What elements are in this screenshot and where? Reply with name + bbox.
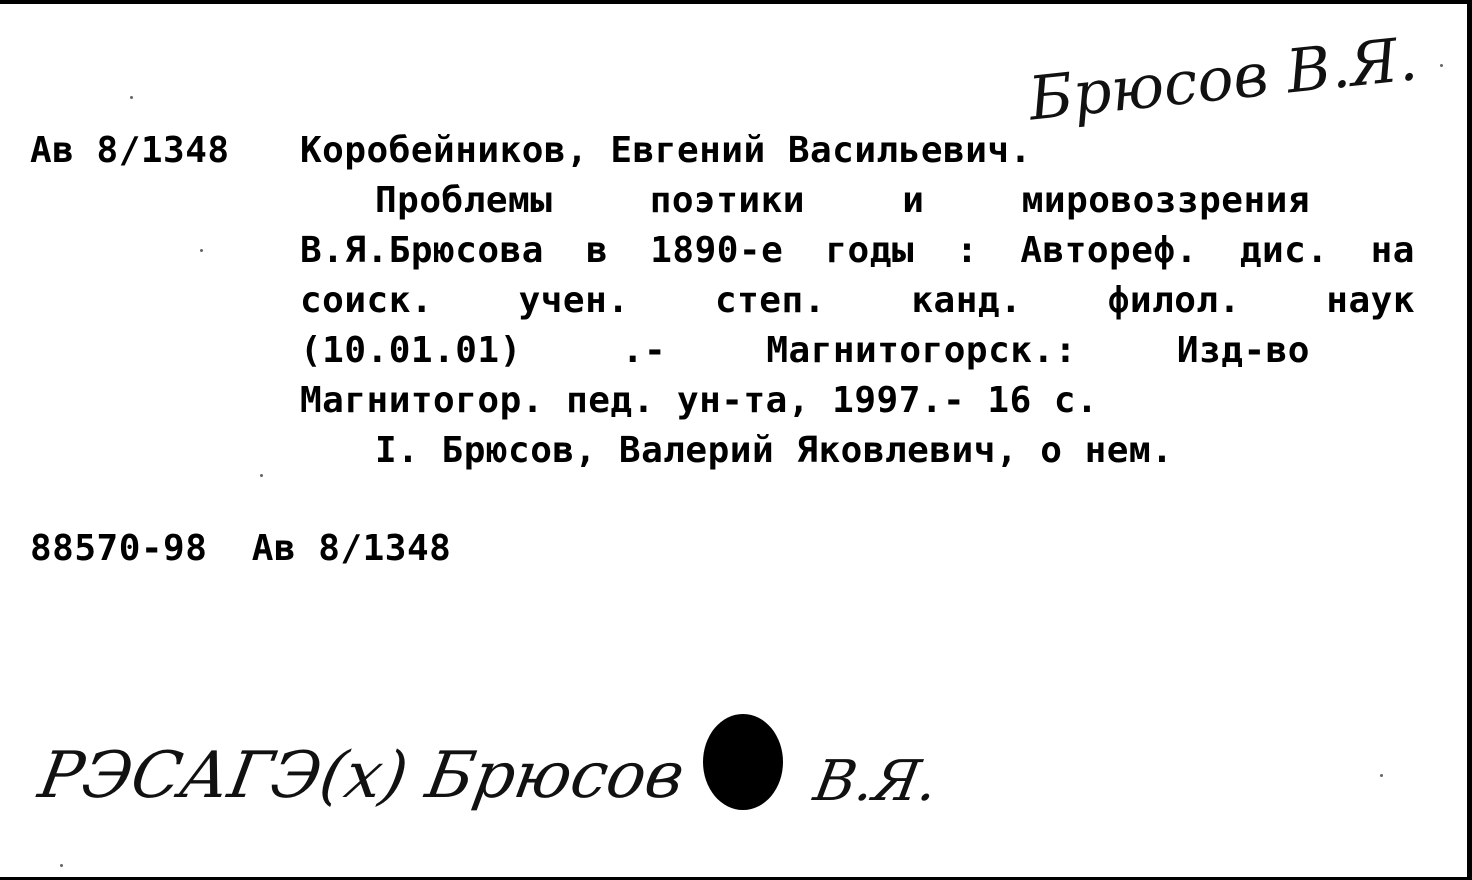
punch-hole — [703, 714, 783, 810]
title-line-3 — [300, 276, 1415, 326]
word: учен. — [518, 280, 630, 321]
word: степ. — [714, 280, 826, 321]
scan-speck — [260, 474, 263, 477]
word: (10.01.01) — [300, 330, 522, 371]
handwritten-initials: В.Я. — [809, 749, 943, 814]
word: Проблемы — [375, 180, 553, 221]
word: .- — [621, 330, 667, 371]
imprint-line-1 — [300, 326, 1310, 376]
scan-speck — [130, 96, 133, 99]
title-line-2 — [300, 226, 1415, 276]
word: наук — [1326, 280, 1415, 321]
entry-text — [300, 126, 1415, 476]
handwritten-code: РЭСАГЭ(х) Брюсов — [33, 739, 690, 813]
word: 1890-е — [650, 230, 784, 271]
subject-line: I. Брюсов, Валерий Яковлевич, о нем. — [375, 430, 1174, 471]
word: годы — [825, 230, 915, 271]
word: и — [902, 180, 925, 221]
word: Автореф. — [1020, 230, 1198, 271]
shelf-mark: Ав 8/1348 — [30, 130, 230, 171]
scan-speck — [1380, 774, 1383, 777]
accession-line: 88570-98 Ав 8/1348 — [30, 528, 452, 569]
word: В.Я.Брюсова — [300, 230, 544, 271]
word: Магнитогорск.: — [766, 330, 1077, 371]
scan-speck — [60, 864, 63, 867]
word: поэтики — [649, 180, 805, 221]
word: Изд-во — [1176, 330, 1310, 371]
handwritten-heading: Брюсов В.Я. — [1025, 24, 1421, 135]
word: в — [585, 230, 609, 271]
word: соиск. — [300, 280, 434, 321]
word: филол. — [1107, 280, 1241, 321]
scan-speck — [200, 249, 203, 252]
word: : — [956, 230, 979, 271]
author-line: Коробейников, Евгений Васильевич. — [300, 130, 1032, 171]
imprint-line-2: Магнитогор. пед. ун-та, 1997.- 16 с. — [300, 380, 1099, 421]
word: дис. — [1239, 230, 1329, 271]
word: канд. — [911, 280, 1023, 321]
scan-speck — [1440, 64, 1443, 67]
word: на — [1370, 230, 1415, 271]
word: мировоззрения — [1021, 180, 1310, 221]
title-line-1 — [300, 176, 1310, 226]
